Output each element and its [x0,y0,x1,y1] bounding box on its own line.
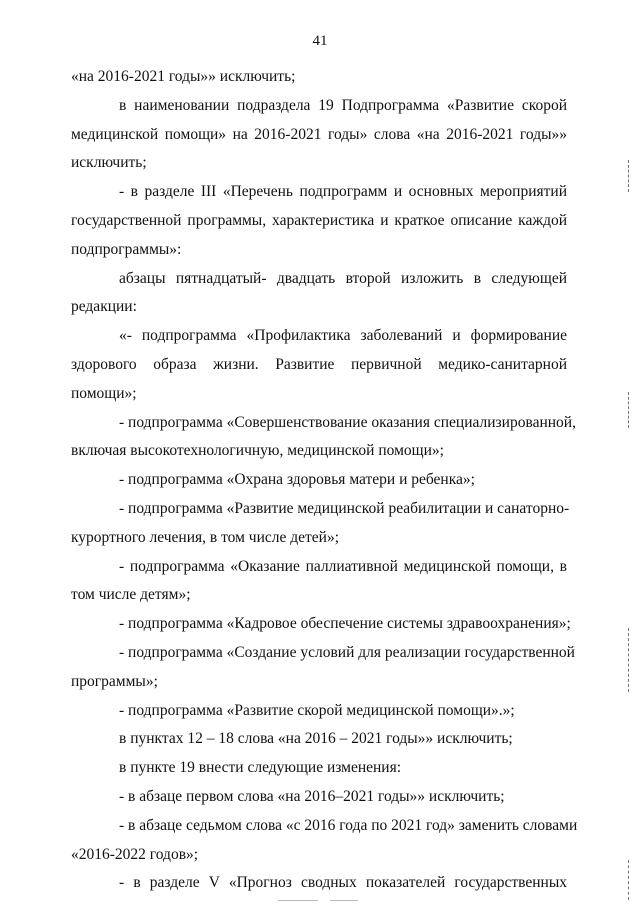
text-line: курортного лечения, в том числе детей»; [71,528,340,546]
text-line: государственной программы, характеристика и краткое описание каждой [71,211,567,229]
page-number: 41 [312,33,328,49]
text-line: в наименовании подраздела 19 Подпрограмма «Развитие скорой [119,96,567,114]
text-line: - подпрограмма «Охрана здоровья матери и ребенка»; [119,471,475,489]
text-line: редакции: [71,298,137,316]
text-line: программы»; [71,672,158,690]
text-line: включая высокотехнологичную, медицинской помощи»; [71,442,444,460]
text-line: - подпрограмма «Оказание паллиативной медицинской помощи, в [119,557,567,575]
text-line: «2016-2022 годов»; [71,845,199,863]
text-line: «- подпрограмма «Профилактика заболеваний и формирование [119,327,567,345]
text-line: здорового образа жизни. Развитие первичной медико-санитарной [71,355,567,373]
text-line: медицинской помощи» на 2016-2021 годы» слова «на 2016-2021 годы»» [71,125,567,143]
text-line: - подпрограмма «Совершенствование оказания специализированной, [119,413,576,431]
scan-bottom-rule [278,900,318,901]
text-line: «на 2016-2021 годы»» исключить; [71,68,296,85]
text-line: - подпрограмма «Развитие медицинской реабилитации и санаторно- [119,499,570,517]
text-line: - подпрограмма «Кадровое обеспечение системы здравоохранения»; [119,615,571,633]
text-line: в пунктах 12 – 18 слова «на 2016 – 2021 годы»» исключить; [119,730,513,748]
text-line: - подпрограмма «Развитие скорой медицинской помощи».»; [119,701,515,719]
text-line: том числе детям»; [71,586,191,604]
text-line: исключить; [71,154,147,172]
text-line: абзацы пятнадцатый- двадцать второй изложить в следующей [119,269,567,287]
scan-edge-mark [628,392,635,428]
scan-bottom-rule [330,900,358,901]
scan-edge-mark [628,160,635,192]
text-line: в пункте 19 внести следующие изменения: [119,759,402,777]
text-line: помощи»; [71,384,137,402]
text-line: - в абзаце первом слова «на 2016–2021 годы»» исключить; [119,787,505,805]
scan-edge-mark [628,860,635,900]
text-line: подпрограммы»: [71,240,182,258]
text-line: - подпрограмма «Создание условий для реализации государственной [119,643,575,661]
scan-edge-mark [628,628,635,692]
document-body [71,63,578,898]
text-line: - в абзаце седьмом слова «с 2016 года по 2021 год» заменить словами [119,816,578,834]
text-line: - в разделе III «Перечень подпрограмм и основных мероприятий [119,183,567,201]
text-line: - в разделе V «Прогноз сводных показателей государственных [119,874,567,892]
